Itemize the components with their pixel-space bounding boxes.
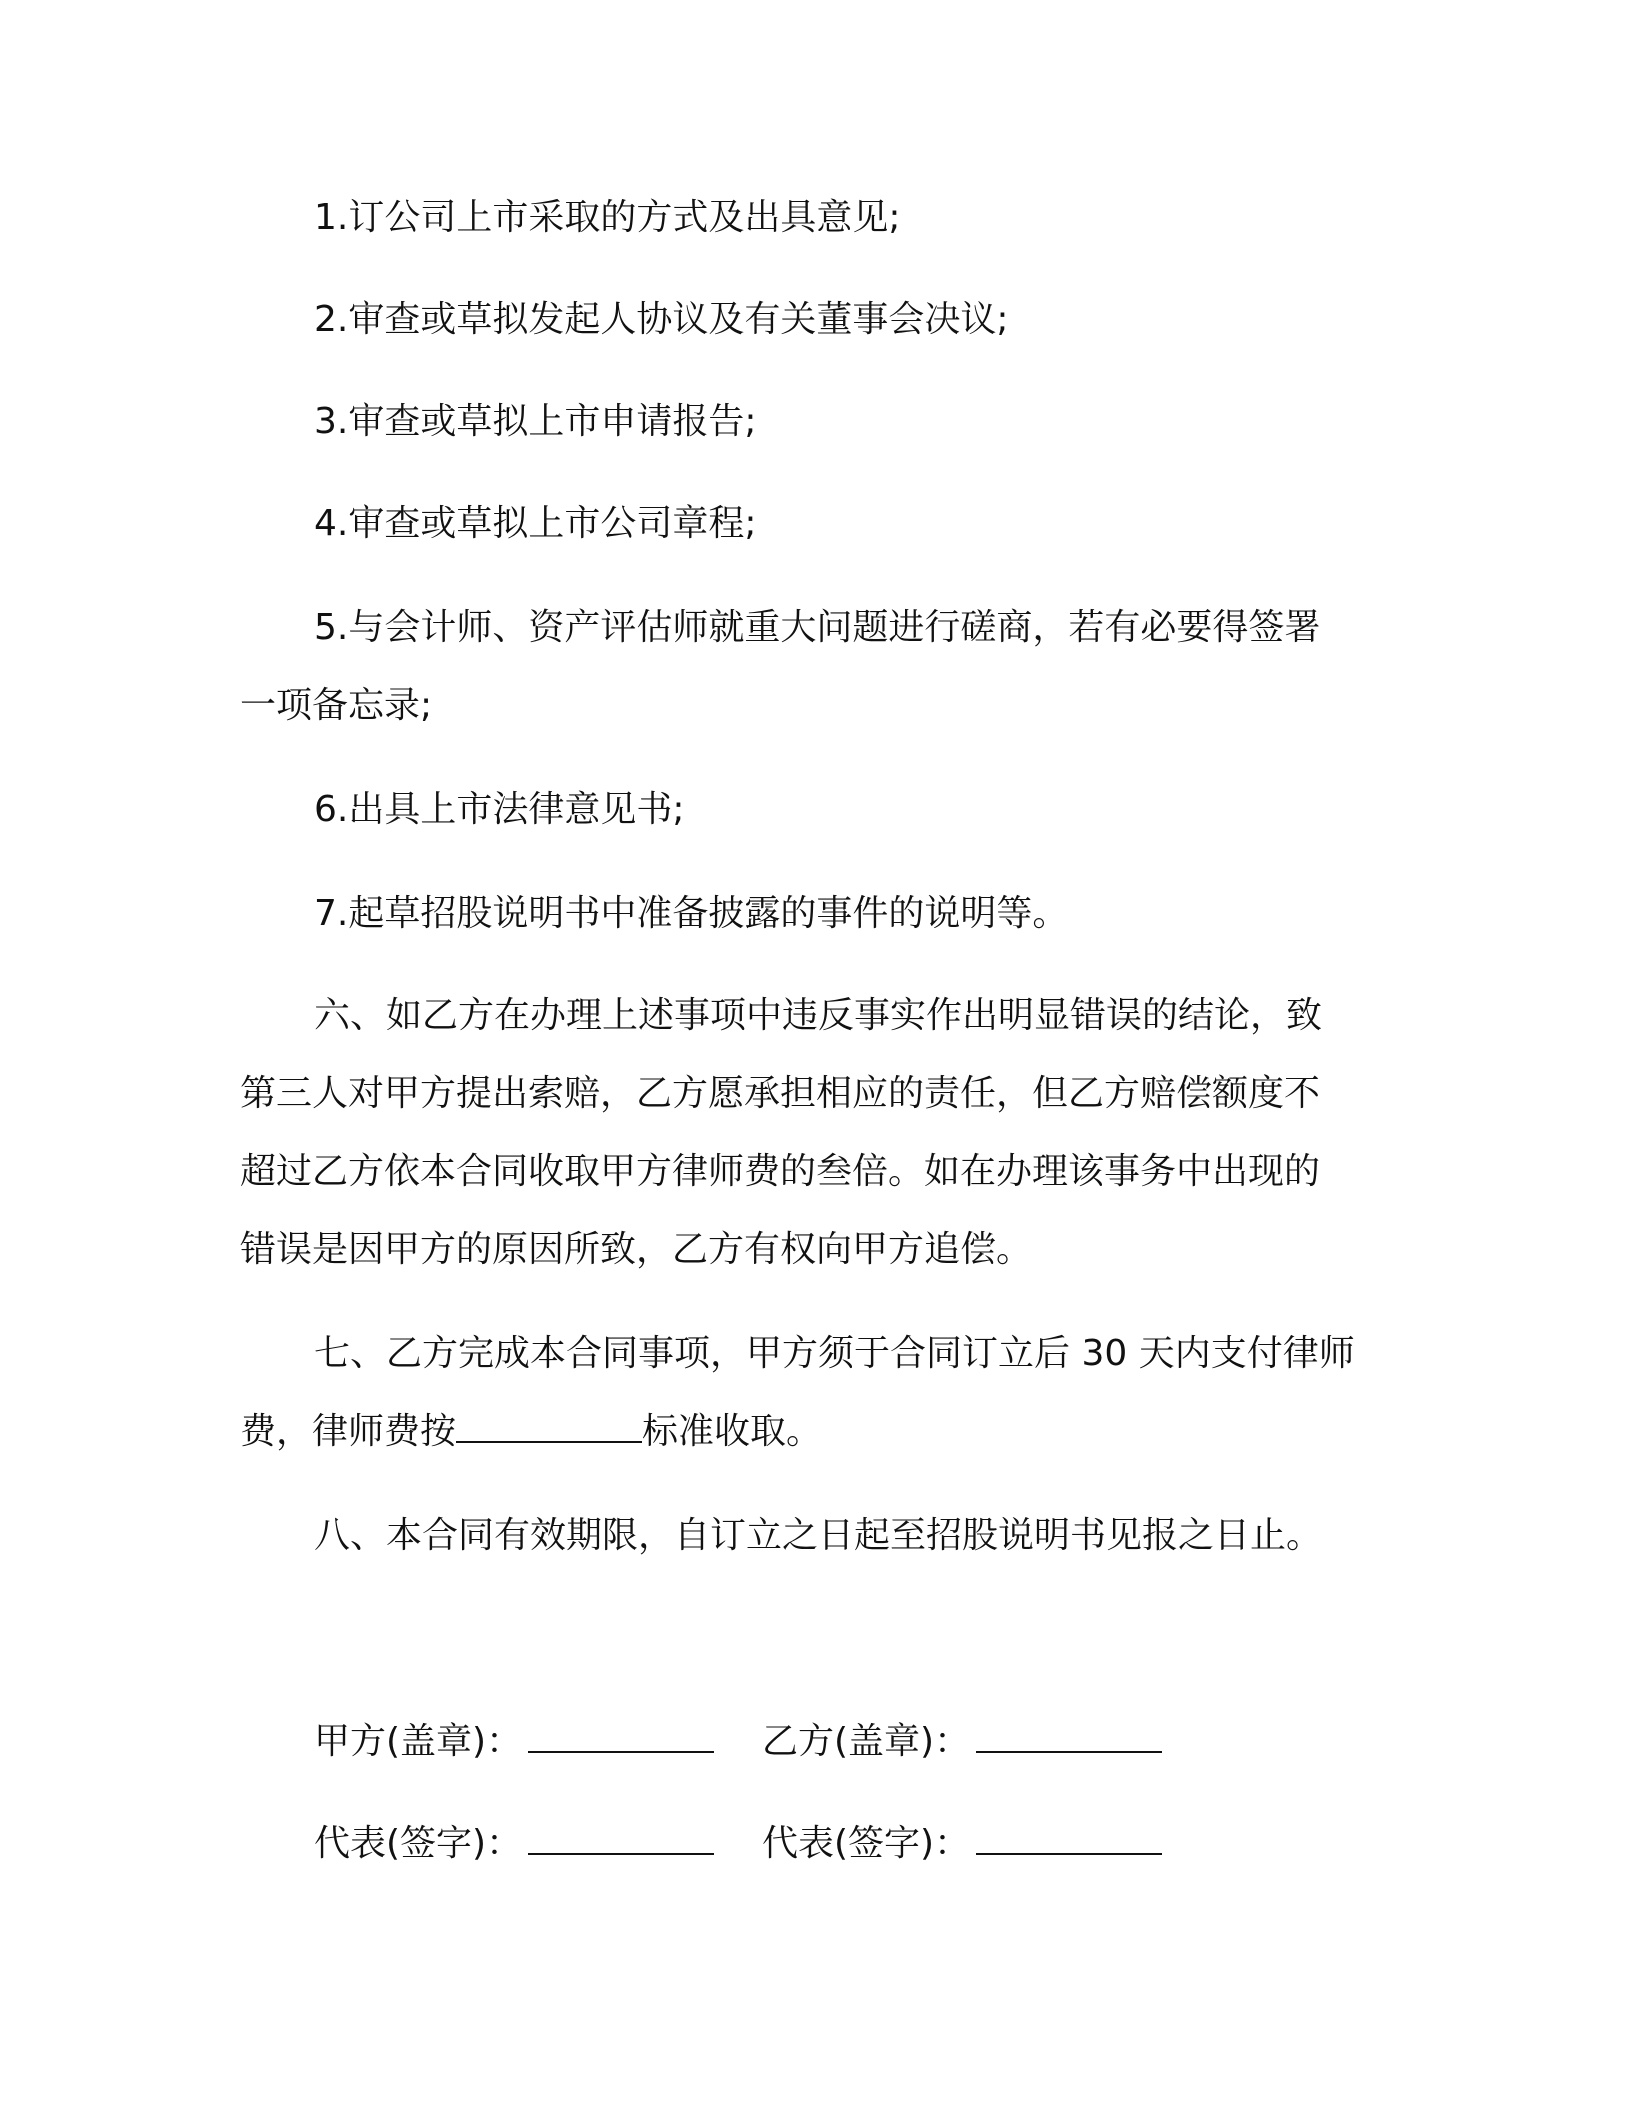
party-a-rep-label: 代表(签字)： xyxy=(314,1823,523,1864)
item-5-line-1: 5.与会计师、资产评估师就重大问题进行磋商，若有必要得签署 xyxy=(314,607,1321,648)
party-b-rep-line xyxy=(762,1820,1162,1868)
party-a-seal-label: 甲方(盖章)： xyxy=(314,1721,523,1762)
fee-standard-blank xyxy=(456,1411,642,1443)
item-3: 3.审查或草拟上市申请报告; xyxy=(314,401,757,442)
clause-seven-text-before: 费，律师费按 xyxy=(240,1411,457,1452)
item-6: 6.出具上市法律意见书; xyxy=(314,789,685,830)
item-5-line-2: 一项备忘录; xyxy=(240,685,433,726)
clause-eight: 八、本合同有效期限，自订立之日起至招股说明书见报之日止。 xyxy=(314,1515,1323,1556)
item-2: 2.审查或草拟发起人协议及有关董事会决议; xyxy=(314,299,1009,340)
party-a-rep-line xyxy=(314,1820,714,1868)
party-b-seal-blank xyxy=(976,1721,1162,1753)
clause-six-line-1: 六、如乙方在办理上述事项中违反事实作出明显错误的结论，致 xyxy=(314,995,1323,1036)
party-b-seal-label: 乙方(盖章)： xyxy=(762,1721,971,1762)
party-a-seal-line xyxy=(314,1718,714,1766)
clause-six-line-2: 第三人对甲方提出索赔，乙方愿承担相应的责任，但乙方赔偿额度不 xyxy=(240,1073,1321,1114)
item-7: 7.起草招股说明书中准备披露的事件的说明等。 xyxy=(314,893,1069,934)
party-b-rep-label: 代表(签字)： xyxy=(762,1823,971,1864)
clause-seven-line-1: 七、乙方完成本合同事项，甲方须于合同订立后 30 天内支付律师 xyxy=(314,1333,1355,1374)
item-1: 1.订公司上市采取的方式及出具意见; xyxy=(314,197,901,238)
clause-six-line-3: 超过乙方依本合同收取甲方律师费的叁倍。如在办理该事务中出现的 xyxy=(240,1151,1321,1192)
party-b-seal-line xyxy=(762,1718,1162,1766)
party-a-seal-blank xyxy=(528,1721,714,1753)
clause-six-line-4: 错误是因甲方的原因所致，乙方有权向甲方追偿。 xyxy=(240,1229,1033,1270)
clause-seven-line-2 xyxy=(240,1408,822,1456)
item-4: 4.审查或草拟上市公司章程; xyxy=(314,503,757,544)
party-a-rep-blank xyxy=(528,1823,714,1855)
clause-seven-text-after: 标准收取。 xyxy=(642,1411,823,1452)
party-b-rep-blank xyxy=(976,1823,1162,1855)
